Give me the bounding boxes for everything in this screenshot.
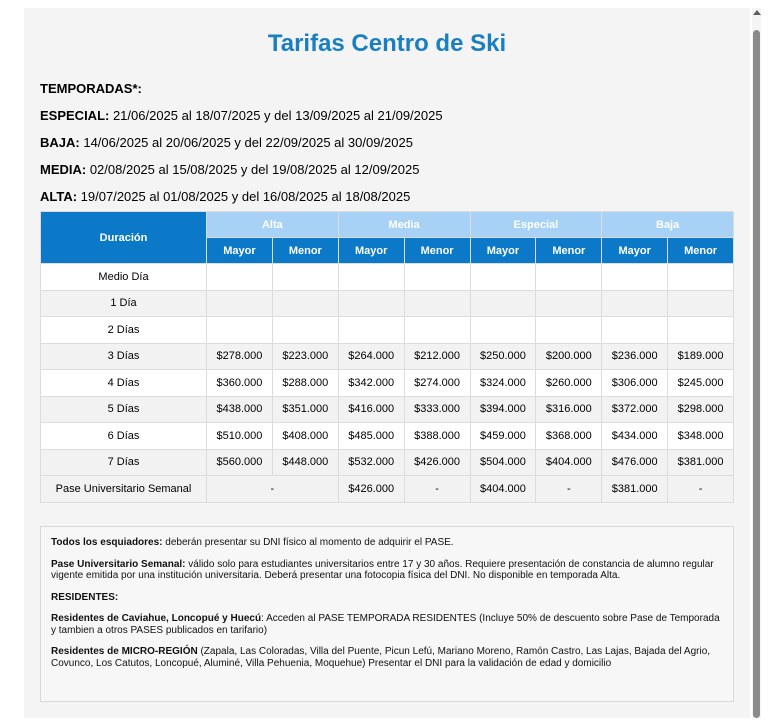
seasons-heading: TEMPORADAS*: xyxy=(40,81,142,96)
note-residents-micro-region: Residentes de MICRO-REGIÓN (Zapala, Las Coloradas, Villa del Puente, Picun Lefú, Mariano Moreno, Ramón Castro, Las Lajas, Bajada del Agrio, Covunco, Los Catutos, Loncopué, Aluminé, Villa Pehuenia, Moquehue) Presentar el DNI para la validación de edad y domicilio xyxy=(51,646,711,669)
row-label: Medio Día xyxy=(41,264,207,291)
table-cell: $245.000 xyxy=(668,370,734,397)
table-row xyxy=(41,423,734,450)
table-cell: $426.000 xyxy=(338,476,404,503)
sub-header: Mayor xyxy=(602,238,668,264)
table-cell: $560.000 xyxy=(207,449,273,476)
table-cell: $381.000 xyxy=(668,449,734,476)
table-cell xyxy=(272,290,338,317)
table-cell xyxy=(470,290,536,317)
table-cell: $288.000 xyxy=(272,370,338,397)
table-cell xyxy=(470,317,536,344)
table-cell xyxy=(272,317,338,344)
note-residents-local: Residentes de Caviahue, Loncopué y Huecú: Acceden al PASE TEMPORADA RESIDENTES (Incluye 50% de descuento sobre Pase de Temporada y tambien a otros PASES publicados en tarifario) xyxy=(51,613,720,636)
season-header-baja: Baja xyxy=(602,212,734,238)
table-cell xyxy=(338,264,404,291)
table-cell: - xyxy=(404,476,470,503)
table-cell xyxy=(602,290,668,317)
row-label: 6 Días xyxy=(41,423,207,450)
sub-header: Menor xyxy=(272,238,338,264)
table-cell: - xyxy=(536,476,602,503)
table-cell xyxy=(338,317,404,344)
sub-header: Menor xyxy=(668,238,734,264)
table-row xyxy=(41,370,734,397)
table-cell: $532.000 xyxy=(338,449,404,476)
scrollbar-thumb[interactable] xyxy=(753,30,760,718)
table-cell: $316.000 xyxy=(536,396,602,423)
table-cell xyxy=(404,317,470,344)
scroll-up-arrow-icon[interactable] xyxy=(753,10,761,15)
note-all-skiers: Todos los esquiadores: deberán presentar su DNI físico al momento de adquirir el PASE. xyxy=(51,537,454,548)
season-header-especial: Especial xyxy=(470,212,602,238)
duration-header: Duración xyxy=(41,212,207,264)
table-cell: $200.000 xyxy=(536,343,602,370)
table-cell: $434.000 xyxy=(602,423,668,450)
table-cell: $212.000 xyxy=(404,343,470,370)
table-cell: $438.000 xyxy=(207,396,273,423)
row-label: 2 Días xyxy=(41,317,207,344)
table-cell: $306.000 xyxy=(602,370,668,397)
table-cell: $426.000 xyxy=(404,449,470,476)
table-cell xyxy=(404,290,470,317)
table-cell: $459.000 xyxy=(470,423,536,450)
table-row xyxy=(41,290,734,317)
seasons-section xyxy=(40,75,443,210)
table-cell: $274.000 xyxy=(404,370,470,397)
table-cell xyxy=(207,317,273,344)
table-cell: $278.000 xyxy=(207,343,273,370)
table-cell xyxy=(602,317,668,344)
table-cell: $348.000 xyxy=(668,423,734,450)
table-row xyxy=(41,264,734,291)
table-cell xyxy=(338,290,404,317)
row-label: 7 Días xyxy=(41,449,207,476)
table-cell: $298.000 xyxy=(668,396,734,423)
season-especial: ESPECIAL: 21/06/2025 al 18/07/2025 y del 13/09/2025 al 21/09/2025 xyxy=(40,108,443,123)
table-row xyxy=(41,396,734,423)
table-cell xyxy=(207,290,273,317)
table-cell: $510.000 xyxy=(207,423,273,450)
table-row xyxy=(41,449,734,476)
sub-header: Mayor xyxy=(470,238,536,264)
table-cell: $504.000 xyxy=(470,449,536,476)
table-cell: $416.000 xyxy=(338,396,404,423)
table-cell: $360.000 xyxy=(207,370,273,397)
rates-table xyxy=(40,211,734,503)
table-cell: $394.000 xyxy=(470,396,536,423)
table-cell xyxy=(536,264,602,291)
content-panel xyxy=(24,8,750,718)
note-residents-heading: RESIDENTES: xyxy=(51,591,119,603)
table-cell: $260.000 xyxy=(536,370,602,397)
sub-header: Menor xyxy=(404,238,470,264)
table-cell: $333.000 xyxy=(404,396,470,423)
notes-box xyxy=(40,526,734,702)
note-pase-universitario: Pase Universitario Semanal: válido solo para estudiantes universitarios entre 17 y 30 años. Requiere presentación de constancia de alumno regular vigente emitida por una institución universitaria. Deberá presentar una fotocopia física del DNI. No disponible en temporada Alta. xyxy=(51,558,714,581)
season-header-media: Media xyxy=(338,212,470,238)
table-cell: $408.000 xyxy=(272,423,338,450)
row-label: 5 Días xyxy=(41,396,207,423)
table-cell: $404.000 xyxy=(470,476,536,503)
table-cell xyxy=(668,264,734,291)
table-cell: $250.000 xyxy=(470,343,536,370)
table-cell: $189.000 xyxy=(668,343,734,370)
sub-header: Menor xyxy=(536,238,602,264)
table-cell xyxy=(668,290,734,317)
row-label: Pase Universitario Semanal xyxy=(41,476,207,503)
season-baja: BAJA: 14/06/2025 al 20/06/2025 y del 22/09/2025 al 30/09/2025 xyxy=(40,135,413,150)
table-cell xyxy=(668,317,734,344)
table-cell: $388.000 xyxy=(404,423,470,450)
page-scrollbar[interactable] xyxy=(752,8,761,718)
table-cell: $351.000 xyxy=(272,396,338,423)
table-cell: $448.000 xyxy=(272,449,338,476)
row-label: 3 Días xyxy=(41,343,207,370)
table-cell: $236.000 xyxy=(602,343,668,370)
table-cell: $324.000 xyxy=(470,370,536,397)
table-cell: $264.000 xyxy=(338,343,404,370)
table-cell: $485.000 xyxy=(338,423,404,450)
table-cell: $476.000 xyxy=(602,449,668,476)
table-cell: - xyxy=(207,476,339,503)
table-row-pase xyxy=(41,476,734,503)
table-cell: $404.000 xyxy=(536,449,602,476)
table-cell: $372.000 xyxy=(602,396,668,423)
sub-header: Mayor xyxy=(207,238,273,264)
table-cell xyxy=(602,264,668,291)
table-cell: $223.000 xyxy=(272,343,338,370)
table-cell xyxy=(404,264,470,291)
table-cell xyxy=(207,264,273,291)
table-cell: $368.000 xyxy=(536,423,602,450)
table-cell xyxy=(536,317,602,344)
season-header-alta: Alta xyxy=(207,212,339,238)
sub-header: Mayor xyxy=(338,238,404,264)
table-cell: - xyxy=(668,476,734,503)
season-alta: ALTA: 19/07/2025 al 01/08/2025 y del 16/08/2025 al 18/08/2025 xyxy=(40,189,411,204)
table-cell xyxy=(272,264,338,291)
page-title: Tarifas Centro de Ski xyxy=(267,30,507,57)
table-cell: $381.000 xyxy=(602,476,668,503)
table-row xyxy=(41,317,734,344)
row-label: 1 Día xyxy=(41,290,207,317)
season-media: MEDIA: 02/08/2025 al 15/08/2025 y del 19/08/2025 al 12/09/2025 xyxy=(40,162,420,177)
table-row xyxy=(41,343,734,370)
table-cell: $342.000 xyxy=(338,370,404,397)
table-cell xyxy=(470,264,536,291)
row-label: 4 Días xyxy=(41,370,207,397)
table-cell xyxy=(536,290,602,317)
